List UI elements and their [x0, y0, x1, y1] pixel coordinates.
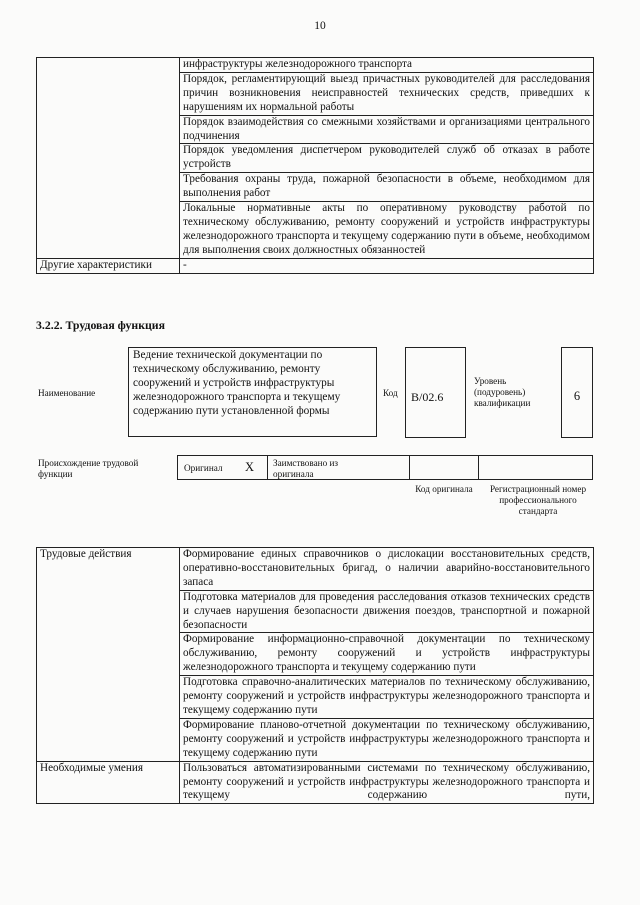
skills-label: Необходимые умения	[37, 761, 180, 804]
table-row	[37, 258, 594, 273]
labor-actions-table	[36, 547, 594, 804]
table-cell-label	[37, 58, 180, 259]
action-item: Подготовка материалов для проведения расследования отказов технических средств и случаев нарушения безопасности движения поездов, транспортной и пожарной безопасности	[180, 590, 594, 633]
table-row	[37, 761, 594, 804]
table-cell-text: Порядок, регламентирующий выезд причастных руководителей для расследования причин возникновения неисправностей технических средств, приведших к нарушениям их нормальной работы	[180, 72, 594, 115]
code-label: Код	[383, 388, 398, 398]
action-item: Подготовка справочно-аналитических материалов по техническому обслуживанию, ремонту сооружений и устройств инфраструктуры железнодорожного транспорта и текущему содержанию пути	[180, 676, 594, 719]
origin-row	[177, 455, 593, 480]
table-cell-label: Другие характеристики	[37, 258, 180, 273]
table-cell-text: Локальные нормативные акты по оперативному руководству работой по техническому обслуживанию, ремонту сооружений и устройств инфраструктуры железнодорожного транспорта и текущему содержанию пути в объеме, необходимом для выполнения своих должностных обязанностей	[180, 202, 594, 259]
action-item: Формирование единых справочников о дислокации восстановительных средств, оперативно-восстановительных бригад, о наличии аварийно-восстановительного запаса	[180, 548, 594, 591]
origin-label: Происхождение трудовой функции	[38, 458, 139, 479]
table-row	[37, 548, 594, 591]
table-cell-text: Требования охраны труда, пожарной безопасности в объеме, необходимом для выполнения работ	[180, 173, 594, 202]
table-cell-text: инфраструктуры железнодорожного транспорта	[180, 58, 594, 73]
page-number: 10	[314, 20, 326, 32]
qualification-level-label: Уровень (подуровень) квалификации	[474, 376, 531, 408]
table-cell-text: -	[180, 258, 594, 273]
code-box	[405, 347, 466, 438]
table-row	[37, 58, 594, 73]
skill-item: Пользоваться автоматизированными системами по техническому обслуживанию, ремонту сооружений и устройств инфраструктуры железнодорожного транспорта и текущему содержанию пути,	[180, 761, 594, 804]
action-item: Формирование информационно-справочной документации по техническому обслуживанию, ремонту сооружений и устройств инфраструктуры железнодорожного транспорта и текущему содержанию пути	[180, 633, 594, 676]
registration-number-caption: Регистрационный номер профессионального стандарта	[489, 484, 587, 516]
action-item: Формирование планово-отчетной документации по техническому обслуживанию, ремонту сооружений и устройств инфраструктуры железнодорожного транспорта и текущему содержанию пути	[180, 718, 594, 761]
labor-function-name: Ведение технической документации по техническому обслуживанию, ремонту сооружений и устройств инфраструктуры железнодорожного транспорта и текущему содержанию пути установленной формы	[128, 347, 377, 437]
section-title: 3.2.2. Трудовая функция	[36, 318, 165, 332]
original-label: Оригинал	[184, 463, 223, 473]
qualification-level-box	[561, 347, 593, 438]
top-characteristics-table	[36, 57, 594, 274]
code-original-caption: Код оригинала	[415, 484, 473, 494]
actions-label: Трудовые действия	[37, 548, 180, 762]
qualification-level-value: 6	[573, 389, 581, 403]
name-label: Наименование	[38, 388, 96, 398]
borrowed-label: Заимствовано из оригинала	[273, 458, 339, 479]
table-cell-text: Порядок уведомления диспетчером руководителей служб об отказах в работе устройств	[180, 144, 594, 173]
code-value: B/02.6	[411, 390, 444, 404]
table-cell-text: Порядок взаимодействия со смежными хозяйствами и организациями центрального подчинения	[180, 115, 594, 144]
original-mark: X	[245, 460, 255, 474]
